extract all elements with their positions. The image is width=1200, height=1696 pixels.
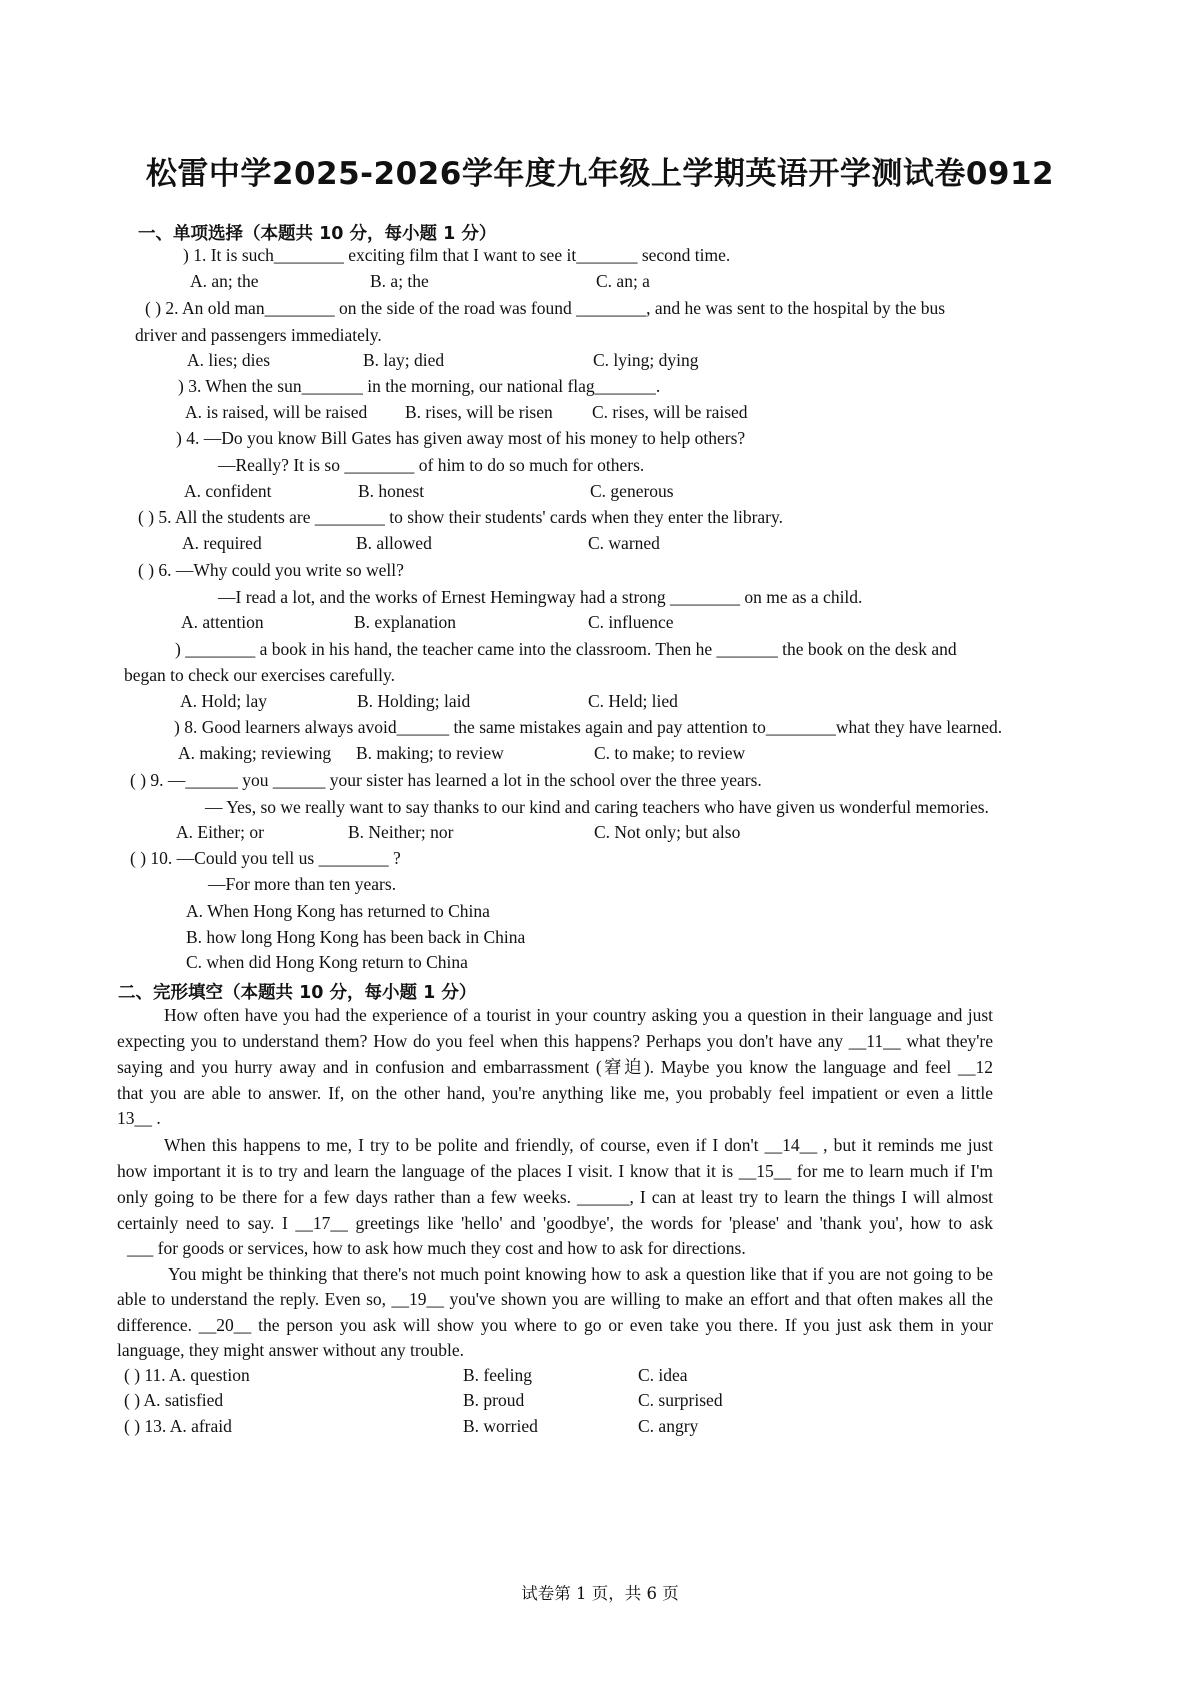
q8-option-c: C. to make; to review xyxy=(594,743,746,763)
q9-option-b: B. Neither; nor xyxy=(348,822,454,842)
q8-option-b: B. making; to review xyxy=(356,743,504,763)
section2-heading: 二、完形填空（本题共 10 分，每小题 1 分） xyxy=(118,983,477,1003)
passage-line: language, they might answer without any trouble. xyxy=(117,1340,465,1360)
q4-stem-cont: —Really? It is so ________ of him to do so much for others. xyxy=(218,455,645,475)
q3-option-b: B. rises, will be risen xyxy=(405,402,553,422)
passage-line: 13__ . xyxy=(117,1108,161,1128)
exam-title: 松雷中学2025-2026学年度九年级上学期英语开学测试卷0912 xyxy=(145,156,1055,192)
q4-option-b: B. honest xyxy=(358,481,425,501)
q13-option-c: C. angry xyxy=(638,1416,699,1436)
q4-option-c: C. generous xyxy=(590,481,674,501)
q7-option-c: C. Held; lied xyxy=(588,691,678,711)
q6-option-c: C. influence xyxy=(588,612,674,632)
q7-stem-cont: began to check our exercises carefully. xyxy=(124,665,395,685)
q10-option-a: A. When Hong Kong has returned to China xyxy=(186,901,490,921)
q1-option-a: A. an; the xyxy=(190,271,259,291)
q8-option-a: A. making; reviewing xyxy=(178,743,332,763)
q11-stem: ( ) 11. A. question xyxy=(124,1365,250,1385)
q2-stem-cont: driver and passengers immediately. xyxy=(135,325,382,345)
q7-option-a: A. Hold; lay xyxy=(180,691,268,711)
q3-option-c: C. rises, will be raised xyxy=(592,402,748,422)
q5-option-b: B. allowed xyxy=(356,533,432,553)
q3-option-a: A. is raised, will be raised xyxy=(185,402,368,422)
q6-stem: ( ) 6. —Why could you write so well? xyxy=(138,560,404,580)
q2-stem: ( ) 2. An old man________ on the side of the road was found ________, and he was sent to the hospital by the bus xyxy=(145,298,946,318)
q10-stem: ( ) 10. —Could you tell us ________ ? xyxy=(130,848,401,868)
q7-option-b: B. Holding; laid xyxy=(357,691,471,711)
q12-option-b: B. proud xyxy=(463,1390,525,1410)
q7-stem: ) ________ a book in his hand, the teacher came into the classroom. Then he _______ the book on the desk and xyxy=(175,639,957,659)
q6-option-b: B. explanation xyxy=(354,612,457,632)
q9-stem-cont: — Yes, so we really want to say thanks to our kind and caring teachers who have given us wonderful memories. xyxy=(205,797,989,817)
q8-stem: ) 8. Good learners always avoid______ the same mistakes again and pay attention to________what they have learned. xyxy=(174,717,1003,737)
q11-option-b: B. feeling xyxy=(463,1365,533,1385)
q5-option-c: C. warned xyxy=(588,533,660,553)
q5-stem: ( ) 5. All the students are ________ to show their students' cards when they enter the library. xyxy=(138,507,783,527)
q9-option-a: A. Either; or xyxy=(176,822,264,842)
section1-heading: 一、单项选择（本题共 10 分，每小题 1 分） xyxy=(138,224,497,244)
passage-line: that you are able to answer. If, on the other hand, you're anything like me, you probably feel impatient or even a little xyxy=(117,1083,993,1103)
q1-option-b: B. a; the xyxy=(370,271,429,291)
passage-line: You might be thinking that there's not much point knowing how to ask a question like that if you are not going to be xyxy=(168,1264,993,1284)
q4-option-a: A. confident xyxy=(184,481,272,501)
passage-line: difference. __20__ the person you ask will show you where to go or even take you there. If you just ask them in your xyxy=(117,1315,993,1335)
q9-stem: ( ) 9. —______ you ______ your sister has learned a lot in the school over the three years. xyxy=(130,770,762,790)
q3-stem: ) 3. When the sun_______ in the morning, our national flag_______. xyxy=(178,376,661,396)
passage-line: When this happens to me, I try to be polite and friendly, of course, even if I don't __14__ , but it reminds me just xyxy=(164,1135,993,1155)
passage-line: only going to be there for a few days rather than a few weeks. ______, I can at least try to learn the things I will almost xyxy=(117,1187,993,1207)
q2-option-a: A. lies; dies xyxy=(187,350,271,370)
q5-option-a: A. required xyxy=(182,533,262,553)
passage-line: how important it is to try and learn the language of the places I visit. I know that it is __15__ for me to learn much if I'm xyxy=(117,1161,993,1181)
q12-stem: ( ) A. satisfied xyxy=(124,1390,224,1410)
q13-option-b: B. worried xyxy=(463,1416,538,1436)
q9-option-c: C. Not only; but also xyxy=(594,822,741,842)
q12-option-c: C. surprised xyxy=(638,1390,723,1410)
q10-stem-cont: —For more than ten years. xyxy=(208,874,397,894)
passage-line: expecting you to understand them? How do you feel when this happens? Perhaps you don't have any __11__ what they're xyxy=(117,1031,993,1051)
q1-option-c: C. an; a xyxy=(596,271,650,291)
q13-stem: ( ) 13. A. afraid xyxy=(124,1416,232,1436)
q2-option-b: B. lay; died xyxy=(363,350,445,370)
page-footer: 试卷第 1 页，共 6 页 xyxy=(521,1584,679,1603)
q11-option-c: C. idea xyxy=(638,1365,688,1385)
q6-stem-cont: —I read a lot, and the works of Ernest Hemingway had a strong ________ on me as a child. xyxy=(218,587,863,607)
passage-line: able to understand the reply. Even so, __19__ you've shown you are willing to make an effort and that often makes all the xyxy=(117,1289,993,1309)
passage-line: How often have you had the experience of a tourist in your country asking you a question in their language and just xyxy=(164,1005,993,1025)
q6-option-a: A. attention xyxy=(181,612,264,632)
q10-option-b: B. how long Hong Kong has been back in China xyxy=(186,927,526,947)
q10-option-c: C. when did Hong Kong return to China xyxy=(186,952,468,972)
passage-line: certainly need to say. I __17__ greetings like 'hello' and 'goodbye', the words for 'please' and 'thank you', how to ask xyxy=(117,1213,993,1233)
q1-stem: ) 1. It is such________ exciting film that I want to see it_______ second time. xyxy=(183,245,731,265)
passage-line: saying and you hurry away and in confusion and embarrassment (窘迫). Maybe you know the language and feel __12 xyxy=(117,1057,993,1077)
q2-option-c: C. lying; dying xyxy=(593,350,699,370)
passage-line: ___ for goods or services, how to ask how much they cost and how to ask for directions. xyxy=(127,1238,746,1258)
q4-stem: ) 4. —Do you know Bill Gates has given away most of his money to help others? xyxy=(176,428,746,448)
